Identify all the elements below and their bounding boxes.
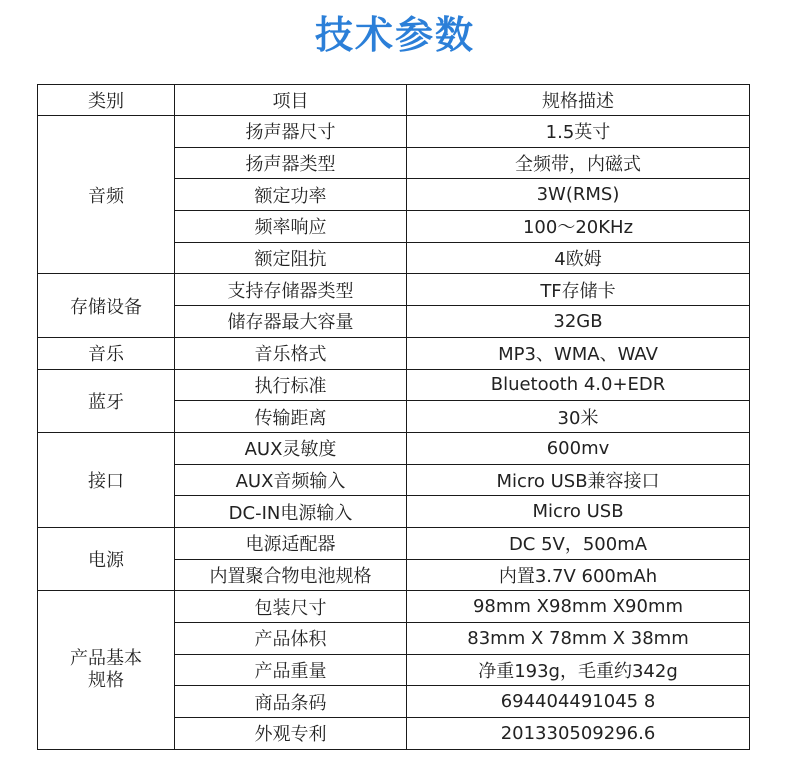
table-row xyxy=(38,527,750,559)
table-row xyxy=(38,337,750,369)
spec-cell: 4欧姆 xyxy=(407,242,750,274)
spec-cell: 内置3.7V 600mAh xyxy=(407,559,750,591)
spec-cell: 98mm X98mm X90mm xyxy=(407,591,750,623)
item-cell: 音乐格式 xyxy=(175,337,407,369)
item-cell: 支持存储器类型 xyxy=(175,274,407,306)
category-line: 产品基本 xyxy=(70,647,142,669)
spec-cell: 694404491045 8 xyxy=(407,686,750,718)
item-cell: 电源适配器 xyxy=(175,527,407,559)
item-cell: 扬声器类型 xyxy=(175,147,407,179)
category-cell: 音频 xyxy=(38,116,175,274)
item-cell: 产品体积 xyxy=(175,623,407,655)
spec-cell: 1.5英寸 xyxy=(407,116,750,148)
category-cell: 音乐 xyxy=(38,337,175,369)
category-cell: 蓝牙 xyxy=(38,369,175,432)
spec-table xyxy=(37,84,750,750)
table-header-row xyxy=(38,85,750,116)
header-category: 类别 xyxy=(38,85,175,116)
item-cell: 商品条码 xyxy=(175,686,407,718)
table-row xyxy=(38,591,750,623)
category-cell: 电源 xyxy=(38,527,175,590)
spec-cell: 600mv xyxy=(407,432,750,464)
category-line: 规格 xyxy=(88,670,124,692)
spec-cell: DC 5V，500mA xyxy=(407,527,750,559)
category-cell xyxy=(38,591,175,749)
item-cell: 额定功率 xyxy=(175,179,407,211)
item-cell: AUX音频输入 xyxy=(175,464,407,496)
spec-cell: Micro USB xyxy=(407,496,750,528)
item-cell: 扬声器尺寸 xyxy=(175,116,407,148)
item-cell: 频率响应 xyxy=(175,211,407,243)
spec-cell: 3W(RMS) xyxy=(407,179,750,211)
item-cell: 额定阻抗 xyxy=(175,242,407,274)
item-cell: 内置聚合物电池规格 xyxy=(175,559,407,591)
item-cell: 包装尺寸 xyxy=(175,591,407,623)
spec-cell: 全频带，内磁式 xyxy=(407,147,750,179)
spec-cell: MP3、WMA、WAV xyxy=(407,337,750,369)
category-cell: 存储设备 xyxy=(38,274,175,337)
category-cell: 接口 xyxy=(38,432,175,527)
item-cell: AUX灵敏度 xyxy=(175,432,407,464)
table-row xyxy=(38,432,750,464)
item-cell: DC-IN电源输入 xyxy=(175,496,407,528)
spec-cell: 30米 xyxy=(407,401,750,433)
spec-cell: Bluetooth 4.0+EDR xyxy=(407,369,750,401)
spec-cell: 净重193g，毛重约342g xyxy=(407,654,750,686)
header-spec: 规格描述 xyxy=(407,85,750,116)
spec-cell: 32GB xyxy=(407,306,750,338)
table-row xyxy=(38,274,750,306)
item-cell: 储存器最大容量 xyxy=(175,306,407,338)
table-row xyxy=(38,369,750,401)
header-item: 项目 xyxy=(175,85,407,116)
item-cell: 产品重量 xyxy=(175,654,407,686)
table-row xyxy=(38,116,750,148)
page-title: 技术参数 xyxy=(314,13,475,57)
spec-cell: Micro USB兼容接口 xyxy=(407,464,750,496)
spec-cell: 201330509296.6 xyxy=(407,718,750,750)
item-cell: 外观专利 xyxy=(175,718,407,750)
item-cell: 执行标准 xyxy=(175,369,407,401)
spec-cell: 83mm X 78mm X 38mm xyxy=(407,623,750,655)
item-cell: 传输距离 xyxy=(175,401,407,433)
spec-cell: TF存储卡 xyxy=(407,274,750,306)
spec-cell: 100～20KHz xyxy=(407,211,750,243)
